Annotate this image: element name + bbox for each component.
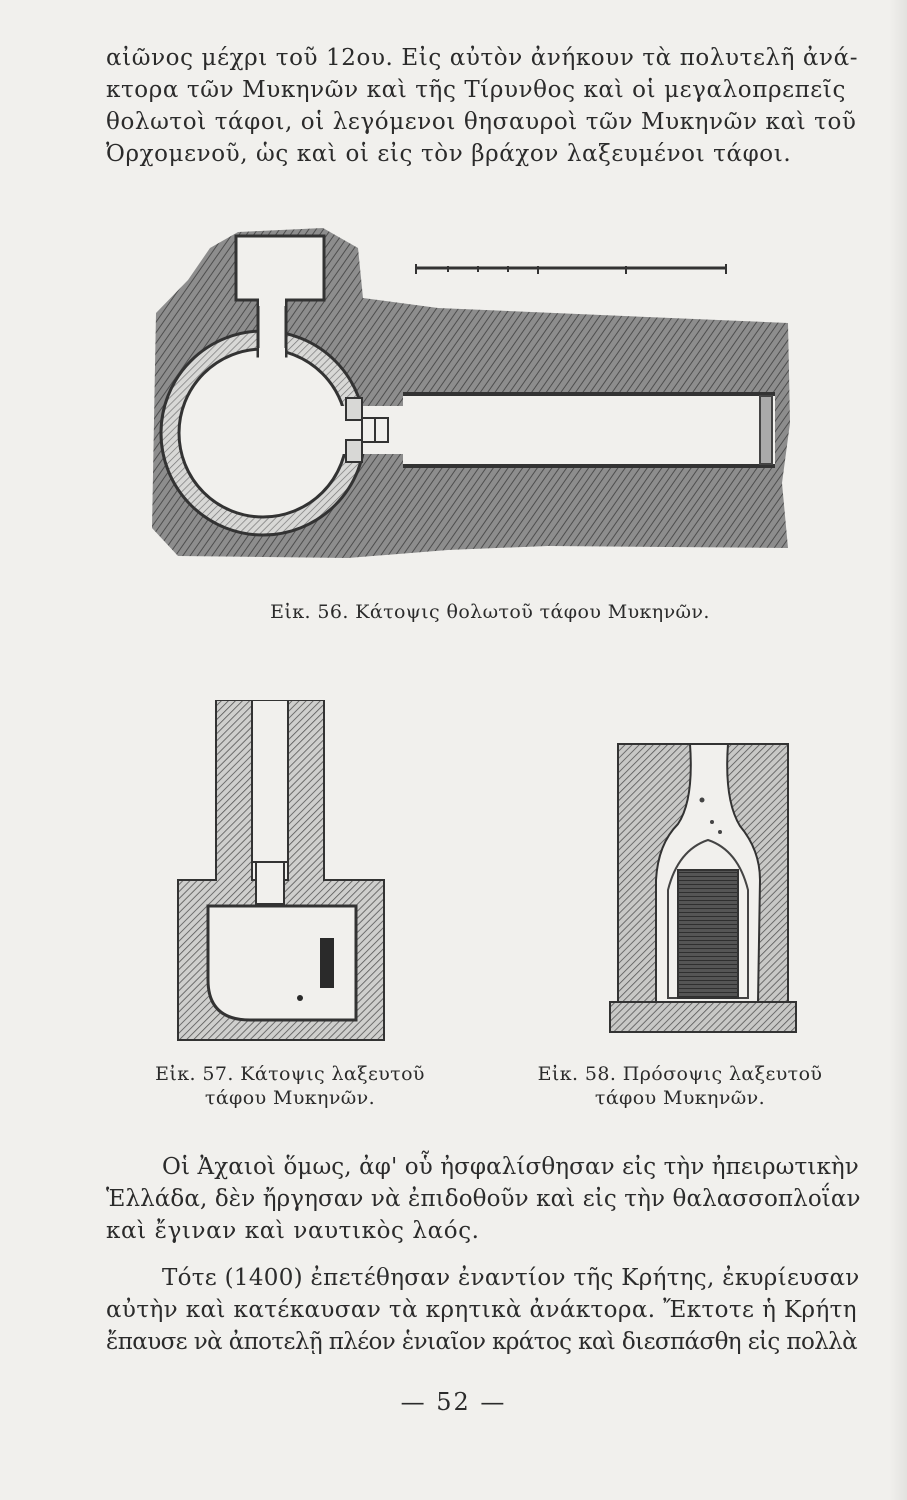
paragraph-crete xyxy=(106,1262,862,1358)
figure-58-caption xyxy=(530,1062,830,1110)
text-line: αὐτὴν καὶ κατέκαυσαν τὰ κρητικὰ ἀνάκτορα. Ἔκτοτε ἡ Κρήτη xyxy=(106,1297,857,1323)
intro-paragraph xyxy=(106,42,862,170)
text-line: ἔπαυσε νὰ ἀποτελῇ πλέον ἑνιαῖον κράτος καὶ διεσπάσθη εἰς πολλὰ xyxy=(106,1329,858,1355)
rock-cut-tomb-facade-figure xyxy=(608,740,798,1040)
stomion xyxy=(256,862,284,904)
caption-line: Εἰκ. 57. Κάτοψις λαξευτοῦ xyxy=(155,1063,425,1085)
page-number: — 52 — xyxy=(400,1388,507,1416)
figure-56-caption: Εἰκ. 56. Κάτοψις θολωτοῦ τάφου Μυκηνῶν. xyxy=(270,601,710,623)
side-chamber xyxy=(236,236,324,300)
tomb-doorway xyxy=(678,870,738,998)
ground-line xyxy=(610,1002,796,1032)
scale-bar xyxy=(416,264,726,274)
tholos-chamber xyxy=(179,349,347,517)
text-line: θολωτοὶ τάφοι, οἱ λεγόμενοι θησαυροὶ τῶν Μυκηνῶν καὶ τοῦ xyxy=(106,109,857,135)
caption-line: Εἰκ. 58. Πρόσοψις λαξευτοῦ xyxy=(537,1063,823,1085)
text-line: αἰῶνος μέχρι τοῦ 12ου. Εἰς αὐτὸν ἀνήκουν τὰ πολυτελῆ ἀνά- xyxy=(106,45,859,71)
text-line: Οἱ Ἀχαιοὶ ὅμως, ἀφ' οὗ ἠσφαλίσθησαν εἰς τὴν ἠπειρωτικὴν xyxy=(162,1154,859,1180)
dromos-corridor xyxy=(403,394,775,466)
text-line: Τότε (1400) ἐπετέθησαν ἐναντίον τῆς Κρήτης, ἐκυρίευσαν xyxy=(162,1265,860,1291)
text-line: κτορα τῶν Μυκηνῶν καὶ τῆς Τίρυνθος καὶ οἱ μεγαλοπρεπεῖς xyxy=(106,77,846,103)
rock-cut-tomb-plan-figure xyxy=(172,700,392,1050)
text-line: καὶ ἔγιναν καὶ ναυτικὸς λαός. xyxy=(106,1218,480,1244)
paragraph-achaeans xyxy=(106,1151,862,1247)
text-line: Ὀρχομενοῦ, ὡς καὶ οἱ εἰς τὸν βράχον λαξευμένοι τάφοι. xyxy=(106,141,792,167)
tholos-tomb-plan-figure xyxy=(148,228,798,588)
page-edge-shadow xyxy=(889,0,907,1500)
caption-line: τάφου Μυκηνῶν. xyxy=(594,1087,766,1109)
text-line: Ἑλλάδα, δὲν ἤργησαν νὰ ἐπιδοθοῦν καὶ εἰς τὴν θαλασσοπλοΐαν xyxy=(106,1186,861,1212)
caption-line: τάφου Μυκηνῶν. xyxy=(204,1087,376,1109)
dromos-passage xyxy=(252,700,288,862)
figure-57-caption xyxy=(140,1062,440,1110)
